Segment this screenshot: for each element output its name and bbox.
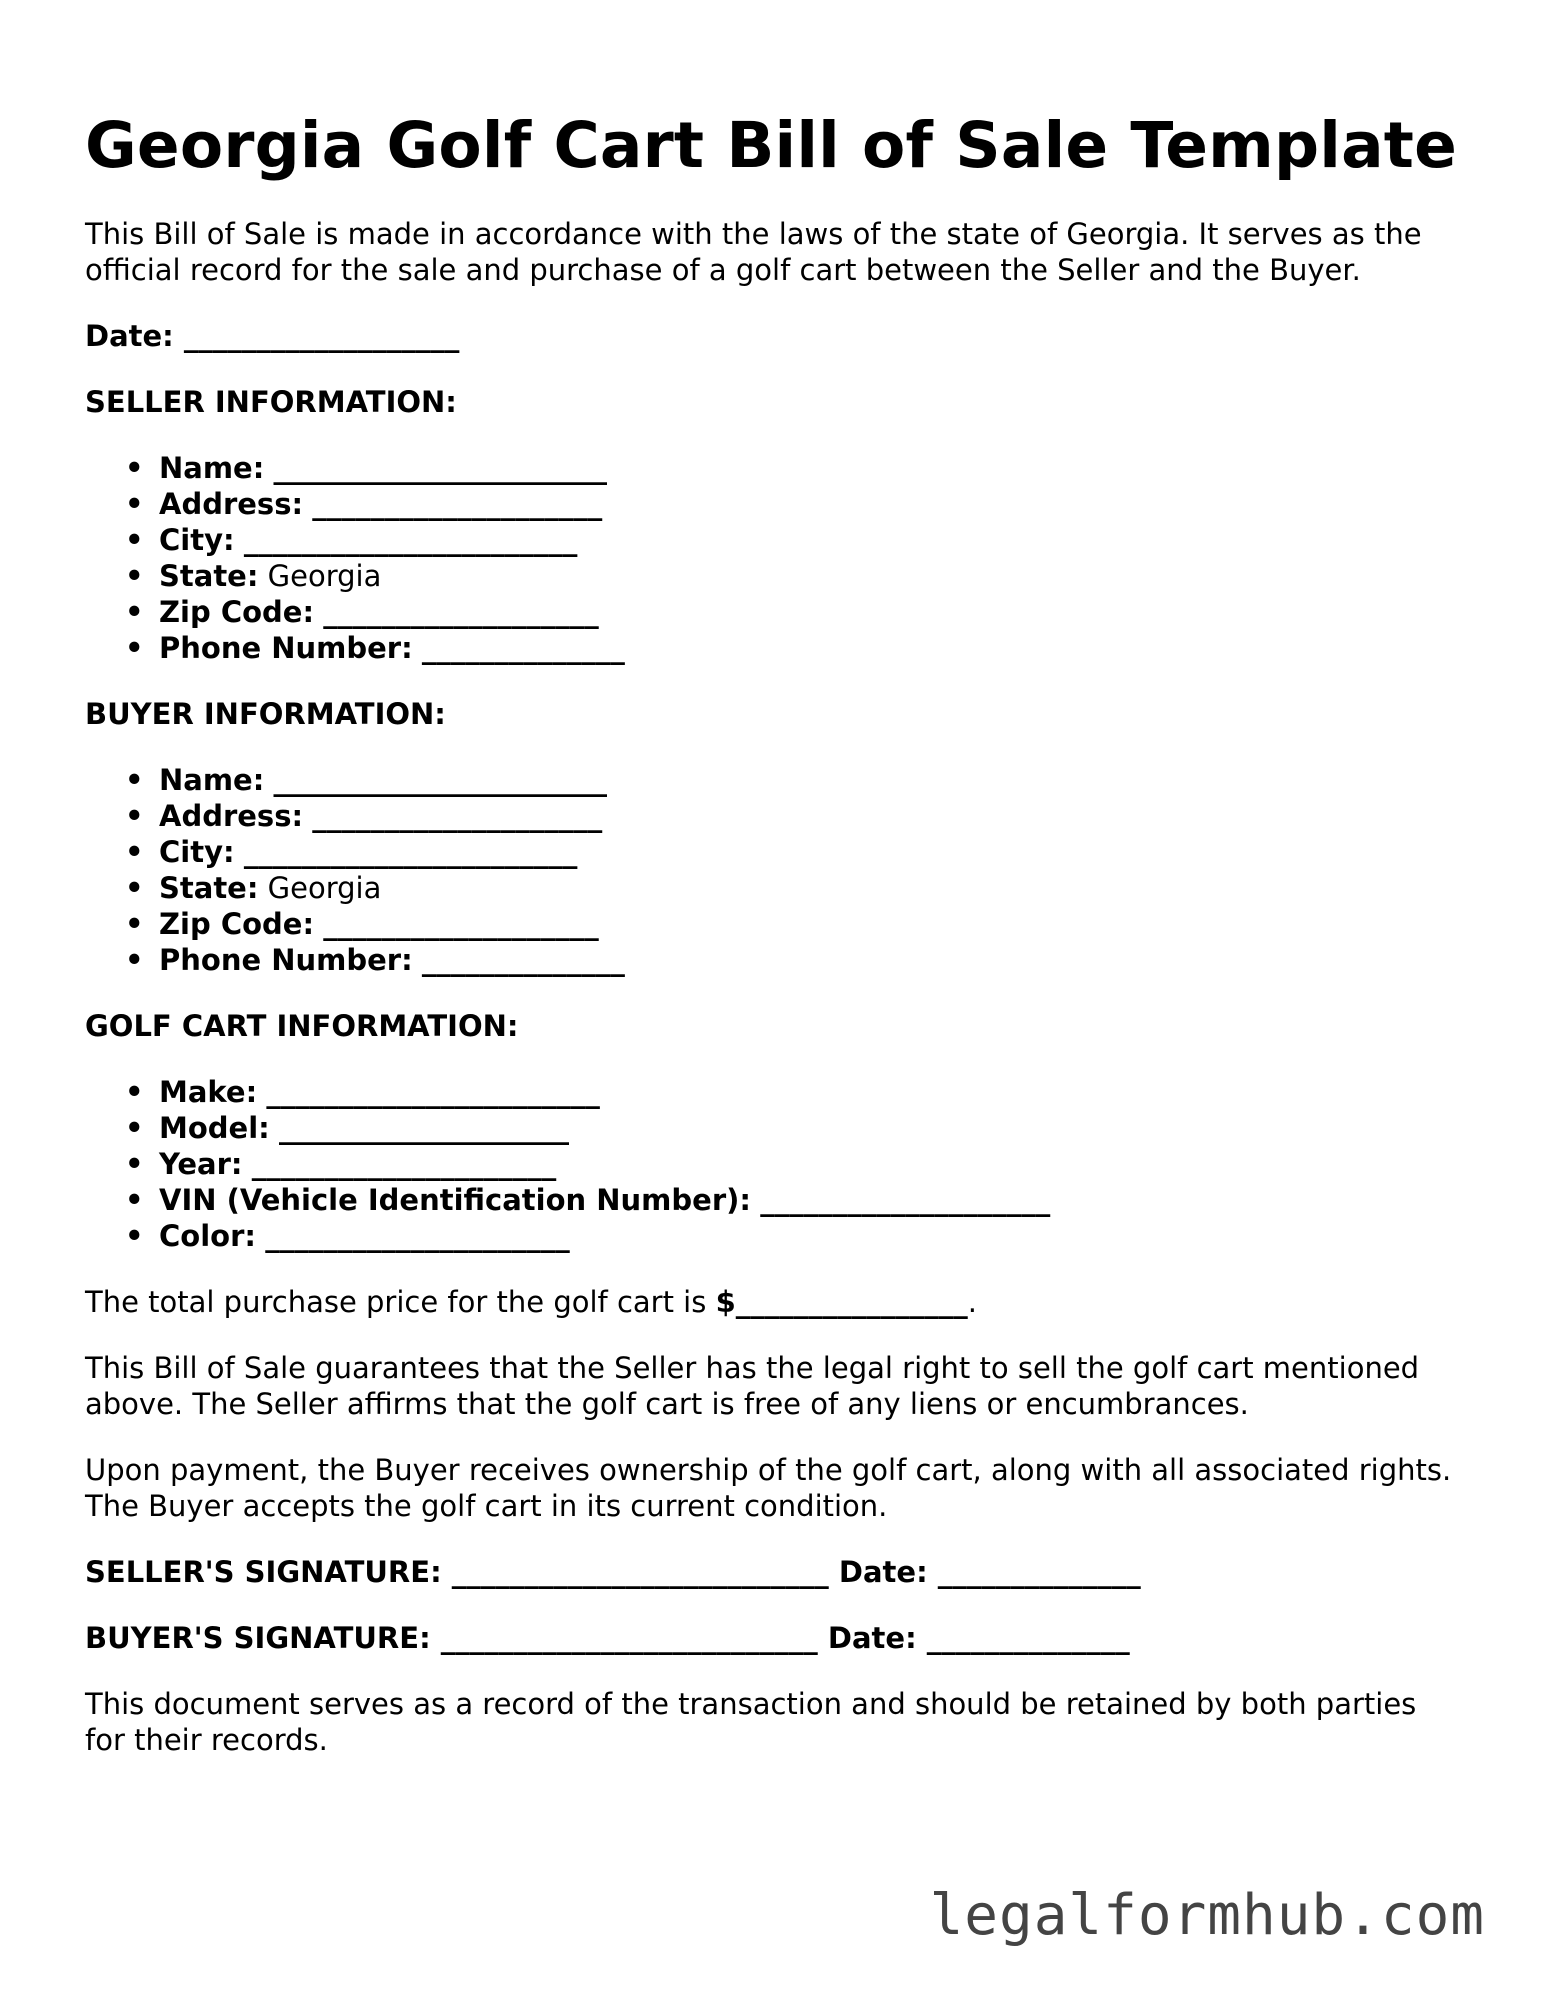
field-label: Year: <box>159 1147 243 1181</box>
field-value: Georgia <box>267 871 382 905</box>
field-value: ____________________ <box>312 487 603 521</box>
buyer-phone-field <box>85 942 1465 978</box>
seller-signature-date-label: Date: <box>838 1555 928 1589</box>
price-blank: $________________ <box>715 1285 968 1319</box>
field-label: Color: <box>159 1219 256 1253</box>
buyer-address-field <box>85 798 1465 834</box>
field-value: _____________________ <box>265 1219 570 1253</box>
field-value: ____________________ <box>278 1111 569 1145</box>
date-label: Date: <box>85 319 174 353</box>
buyer-signature-date-blank: ______________ <box>926 1621 1130 1655</box>
seller-address-field <box>85 486 1465 522</box>
seller-signature-date-blank: ______________ <box>937 1555 1141 1589</box>
intro-paragraph: This Bill of Sale is made in accordance with the laws of the state of Georgia. It serves as the official record for the sale and purchase of a golf cart between the Seller and the Buyer. <box>85 217 1422 287</box>
price-text: The total purchase price for the golf cart is <box>85 1285 716 1319</box>
field-value: ___________________ <box>323 595 599 629</box>
buyer-city-field <box>85 834 1465 870</box>
price-end: . <box>967 1285 977 1319</box>
price-paragraph <box>85 1284 1465 1320</box>
seller-signature-blank: __________________________ <box>451 1555 829 1589</box>
field-label: Zip Code: <box>159 595 315 629</box>
buyer-name-field <box>85 762 1465 798</box>
field-label: Name: <box>159 451 265 485</box>
field-value: ___________________ <box>323 907 599 941</box>
buyer-zip-field <box>85 906 1465 942</box>
closing-paragraph: This document serves as a record of the transaction and should be retained by both parties for their records. <box>85 1687 1417 1757</box>
cart-vin-field <box>85 1182 1465 1218</box>
field-value: ____________________ <box>760 1183 1051 1217</box>
seller-heading: SELLER INFORMATION: <box>85 385 457 419</box>
seller-city-field <box>85 522 1465 558</box>
cart-model-field <box>85 1110 1465 1146</box>
field-label: Make: <box>159 1075 258 1109</box>
field-value: ______________ <box>421 943 625 977</box>
buyer-state-field <box>85 870 1465 906</box>
golf-cart-heading: GOLF CART INFORMATION: <box>85 1009 519 1043</box>
seller-state-field <box>85 558 1465 594</box>
buyer-signature-date-label: Date: <box>827 1621 917 1655</box>
field-value: _____________________ <box>251 1147 557 1181</box>
field-label: Zip Code: <box>159 907 315 941</box>
field-label: State: <box>159 871 259 905</box>
buyer-signature-label: BUYER'S SIGNATURE: <box>85 1621 431 1655</box>
seller-signature-line <box>85 1554 1465 1590</box>
field-value: _______________________ <box>266 1075 600 1109</box>
buyer-signature-line <box>85 1620 1465 1656</box>
field-label: Name: <box>159 763 265 797</box>
seller-signature-label: SELLER'S SIGNATURE: <box>85 1555 442 1589</box>
cart-color-field <box>85 1218 1465 1254</box>
seller-zip-field <box>85 594 1465 630</box>
document-title: Georgia Golf Cart Bill of Sale Template <box>85 109 1458 182</box>
field-value: _______________________ <box>273 451 608 485</box>
field-label: VIN (Vehicle Identification Number): <box>159 1183 751 1217</box>
field-value: ______________ <box>421 631 625 665</box>
field-label: Phone Number: <box>159 943 413 977</box>
buyer-heading: BUYER INFORMATION: <box>85 697 446 731</box>
seller-fields <box>85 450 1465 666</box>
seller-name-field <box>85 450 1465 486</box>
field-value: _______________________ <box>243 835 578 869</box>
buyer-signature-blank: __________________________ <box>440 1621 818 1655</box>
field-value: _______________________ <box>243 523 578 557</box>
site-watermark: legalformhub.com <box>929 1883 1485 1948</box>
field-value: ____________________ <box>312 799 603 833</box>
field-value: Georgia <box>267 559 382 593</box>
guarantee-paragraph: This Bill of Sale guarantees that the Seller has the legal right to sell the golf cart mentioned above. The Seller affirms that the golf cart is free of any liens or encumbrances. <box>85 1351 1420 1421</box>
field-label: City: <box>159 835 235 869</box>
date-blank: ___________________ <box>183 319 460 353</box>
field-label: Phone Number: <box>159 631 413 665</box>
field-label: Model: <box>159 1111 270 1145</box>
ownership-paragraph: Upon payment, the Buyer receives ownership of the golf cart, along with all associated rights. The Buyer accepts the golf cart in its current condition. <box>85 1453 1452 1523</box>
field-label: Address: <box>159 487 304 521</box>
field-label: Address: <box>159 799 304 833</box>
field-value: _______________________ <box>273 763 608 797</box>
buyer-fields <box>85 762 1465 978</box>
field-label: State: <box>159 559 259 593</box>
golf-cart-fields <box>85 1074 1465 1254</box>
bill-of-sale-document <box>85 108 1465 1758</box>
field-label: City: <box>159 523 235 557</box>
seller-phone-field <box>85 630 1465 666</box>
date-field <box>85 318 1465 354</box>
cart-make-field <box>85 1074 1465 1110</box>
cart-year-field <box>85 1146 1465 1182</box>
